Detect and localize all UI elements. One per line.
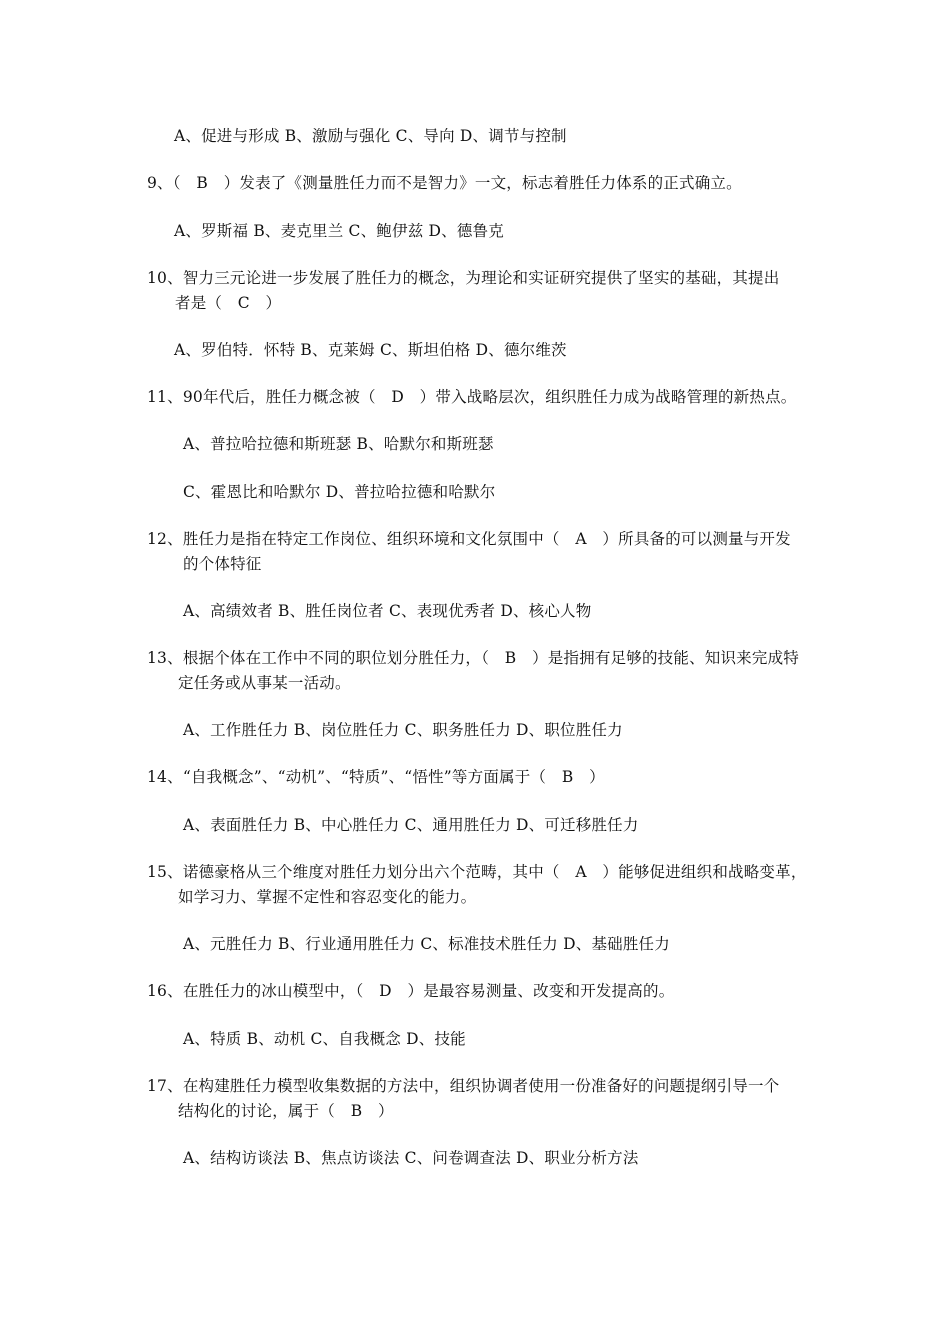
question-12-continuation: 的个体特征: [183, 555, 262, 573]
question-12: 12、胜任力是指在特定工作岗位、组织环境和文化氛围中（ A ）所具备的可以测量与开发: [147, 530, 791, 548]
question-13-continuation: 定任务或从事某一活动。: [178, 674, 351, 692]
question-10: 10、智力三元论进一步发展了胜任力的概念，为理论和实证研究提供了坚实的基础，其提出: [147, 269, 780, 287]
option-line-q12: A、高绩效者 B、胜任岗位者 C、表现优秀者 D、核心人物: [183, 602, 592, 620]
option-line-q16: A、特质 B、动机 C、自我概念 D、技能: [183, 1030, 466, 1048]
option-line-q13: A、工作胜任力 B、岗位胜任力 C、职务胜任力 D、职位胜任力: [183, 721, 623, 739]
question-16: 16、在胜任力的冰山模型中，（ D ）是最容易测量、改变和开发提高的。: [147, 982, 675, 1000]
question-14: 14、“自我概念”、“动机”、“特质”、“悟性”等方面属于（ B ）: [147, 768, 605, 786]
option-line-q10: A、罗伯特．怀特 B、克莱姆 C、斯坦伯格 D、德尔维茨: [174, 341, 567, 359]
question-15-continuation: 如学习力、掌握不定性和容忍变化的能力。: [178, 888, 477, 906]
question-15: 15、诺德豪格从三个维度对胜任力划分出六个范畴，其中（ A ）能够促进组织和战略变革，: [147, 863, 807, 881]
question-11: 11、90年代后，胜任力概念被（ D ）带入战略层次，组织胜任力成为战略管理的新热点。: [147, 388, 797, 406]
option-line-q9: A、罗斯福 B、麦克里兰 C、鲍伊兹 D、德鲁克: [174, 222, 504, 240]
question-17-continuation: 结构化的讨论，属于（ B ）: [178, 1102, 394, 1120]
option-line-q17: A、结构访谈法 B、焦点访谈法 C、问卷调查法 D、职业分析方法: [183, 1149, 639, 1167]
question-9: 9、（ B ）发表了《测量胜任力而不是智力》一文，标志着胜任力体系的正式确立。: [147, 174, 742, 192]
question-17: 17、在构建胜任力模型收集数据的方法中，组织协调者使用一份准备好的问题提纲引导一个: [147, 1077, 780, 1095]
option-line-q11-a: A、普拉哈拉德和斯班瑟 B、哈默尔和斯班瑟: [183, 435, 494, 453]
question-10-continuation: 者是（ C ）: [175, 294, 282, 312]
option-line-q8: A、促进与形成 B、激励与强化 C、导向 D、调节与控制: [174, 127, 567, 145]
question-13: 13、根据个体在工作中不同的职位划分胜任力，（ B ）是指拥有足够的技能、知识来完成特: [147, 649, 799, 667]
option-line-q15: A、元胜任力 B、行业通用胜任力 C、标准技术胜任力 D、基础胜任力: [183, 935, 670, 953]
option-line-q11-b: C、霍恩比和哈默尔 D、普拉哈拉德和哈默尔: [183, 483, 496, 501]
option-line-q14: A、表面胜任力 B、中心胜任力 C、通用胜任力 D、可迁移胜任力: [183, 816, 639, 834]
